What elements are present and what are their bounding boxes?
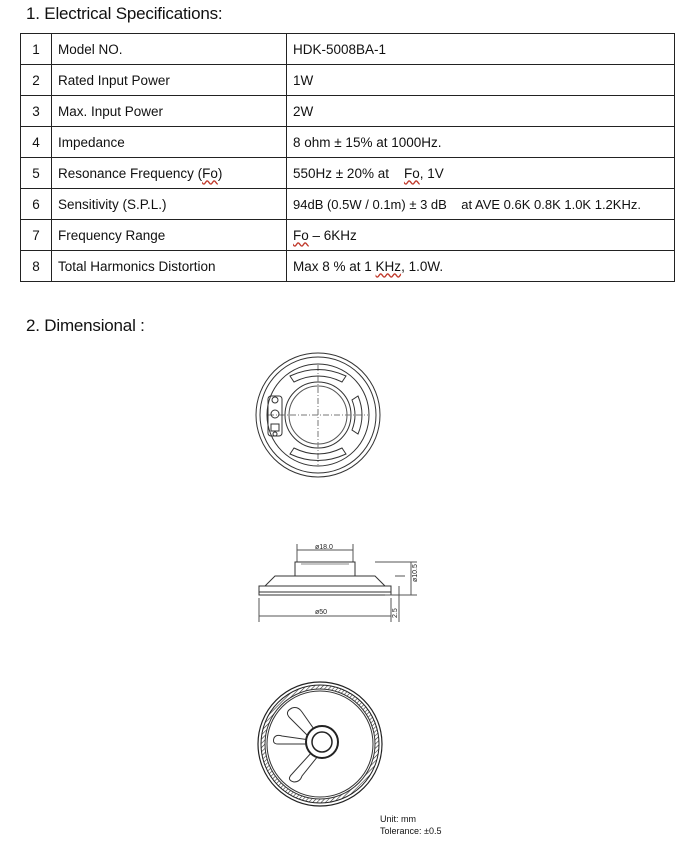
param-value: 1W xyxy=(287,65,675,96)
row-number: 8 xyxy=(21,251,52,282)
speaker-back-view-drawing xyxy=(250,678,390,813)
row-number: 7 xyxy=(21,220,52,251)
dim-frame-height: 2.5 xyxy=(392,608,399,618)
value-text-khz: KHz xyxy=(375,258,402,274)
row-number: 3 xyxy=(21,96,52,127)
value-text: 550Hz ± 20% at xyxy=(293,165,404,181)
param-text: ) xyxy=(217,165,223,181)
value-text: Max 8 % at 1 xyxy=(293,258,376,274)
row-number: 4 xyxy=(21,127,52,158)
param-value: 8 ohm ± 15% at 1000Hz. xyxy=(287,127,675,158)
param-value: 94dB (0.5W / 0.1m) ± 3 dB at AVE 0.6K 0.8K 1.0K 1.2KHz. xyxy=(287,189,675,220)
param-name: Model NO. xyxy=(52,34,287,65)
dim-magnet-diameter: ø18.0 xyxy=(315,544,333,551)
row-number: 6 xyxy=(21,189,52,220)
dim-total-height: ø10.5 xyxy=(412,564,419,582)
param-text-fo: Fo xyxy=(202,165,218,181)
table-row xyxy=(21,96,675,127)
table-row xyxy=(21,34,675,65)
section-title-dimensional: 2. Dimensional : xyxy=(26,316,145,335)
param-name xyxy=(52,158,287,189)
section-title-electrical: 1. Electrical Specifications: xyxy=(26,4,223,23)
row-number: 1 xyxy=(21,34,52,65)
param-name: Rated Input Power xyxy=(52,65,287,96)
param-text: Resonance Frequency ( xyxy=(58,165,203,181)
value-text: , 1.0W. xyxy=(401,258,444,274)
param-value xyxy=(287,220,675,251)
value-text-fo: Fo xyxy=(293,227,309,243)
electrical-spec-table xyxy=(20,33,675,282)
param-value xyxy=(287,251,675,282)
value-text: , 1V xyxy=(419,165,444,181)
table-row xyxy=(21,127,675,158)
param-name: Total Harmonics Distortion xyxy=(52,251,287,282)
param-name: Impedance xyxy=(52,127,287,158)
table-row xyxy=(21,220,675,251)
param-name: Sensitivity (S.P.L.) xyxy=(52,189,287,220)
dim-outer-diameter: ø50 xyxy=(315,609,328,616)
param-name: Max. Input Power xyxy=(52,96,287,127)
unit-note: Unit: mm xyxy=(380,814,416,824)
speaker-front-view-drawing xyxy=(250,348,390,483)
row-number: 2 xyxy=(21,65,52,96)
table-row xyxy=(21,158,675,189)
param-value: HDK-5008BA-1 xyxy=(287,34,675,65)
table-row xyxy=(21,189,675,220)
tolerance-note: Tolerance: ±0.5 xyxy=(380,826,442,836)
param-name: Frequency Range xyxy=(52,220,287,251)
value-text-fo: Fo xyxy=(403,165,420,181)
param-value: 2W xyxy=(287,96,675,127)
param-value xyxy=(287,158,675,189)
table-row xyxy=(21,251,675,282)
row-number: 5 xyxy=(21,158,52,189)
value-text: – 6KHz xyxy=(308,227,357,243)
speaker-side-view-drawing xyxy=(245,540,445,630)
table-row xyxy=(21,65,675,96)
